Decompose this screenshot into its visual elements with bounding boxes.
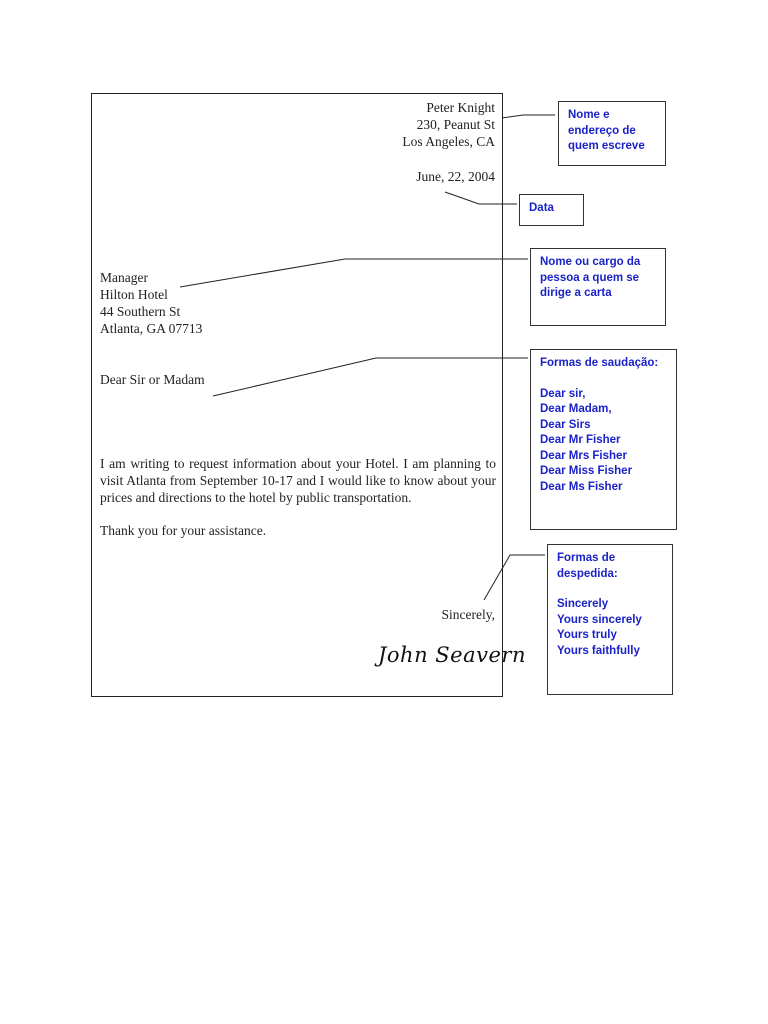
recipient-title: Manager xyxy=(100,270,148,285)
salutation: Dear Sir or Madam xyxy=(100,372,205,387)
closing-annotation-heading: despedida: xyxy=(557,567,618,580)
closing-option: Yours truly xyxy=(557,629,617,641)
closing-annotation xyxy=(547,544,673,695)
closing-option: Yours faithfully xyxy=(557,644,640,657)
sender-annotation-line: endereço de xyxy=(568,124,636,137)
sender-city: Los Angeles, CA xyxy=(402,134,495,149)
salutation-option: Dear Mr Fisher xyxy=(540,434,621,446)
recipient-annotation-line: Nome ou cargo da xyxy=(540,256,641,268)
recipient-annotation-line: dirige a carta xyxy=(540,287,612,299)
sender-annotation xyxy=(558,101,666,166)
recipient-company: Hilton Hotel xyxy=(100,287,168,302)
sender-annotation-line: quem escreve xyxy=(568,140,645,152)
thanks-line: Thank you for your assistance. xyxy=(100,523,267,538)
salutation-option: Dear Madam, xyxy=(540,403,612,415)
recipient-annotation xyxy=(530,248,666,326)
salutation-option: Dear Mrs Fisher xyxy=(540,449,627,462)
salutation-option: Dear sir, xyxy=(540,387,586,400)
salutation-option: Dear Ms Fisher xyxy=(540,480,623,493)
closing: Sincerely, xyxy=(441,607,495,622)
recipient-annotation-line: pessoa a quem se xyxy=(540,271,640,284)
recipient-block xyxy=(100,269,202,337)
signature: John Seavern xyxy=(378,643,526,667)
date-annotation-line: Data xyxy=(529,202,554,214)
sender-block xyxy=(402,99,495,150)
sender-leader-line xyxy=(502,115,555,118)
letter-date: June, 22, 2004 xyxy=(416,169,495,184)
letter-body: I am writing to request information about your Hotel. I am planning to visit Atlanta from September 10-17 and I would like to know about your prices and directions to the hotel by public transportation. xyxy=(100,456,496,505)
sender-annotation-line: Nome e xyxy=(568,109,610,121)
closing-annotation-heading: Formas de xyxy=(557,552,616,564)
recipient-city: Atlanta, GA 07713 xyxy=(100,321,203,336)
closing-option: Yours sincerely xyxy=(557,613,642,626)
salutation-annotation-heading: Formas de saudação: xyxy=(540,357,659,369)
date-annotation xyxy=(519,194,584,226)
recipient-street: 44 Southern St xyxy=(100,304,181,319)
salutation-option: Dear Miss Fisher xyxy=(540,465,633,477)
sender-street: 230, Peanut St xyxy=(416,117,495,132)
salutation-annotation xyxy=(530,349,677,530)
closing-option: Sincerely xyxy=(557,598,609,610)
sender-name: Peter Knight xyxy=(426,100,495,115)
salutation-option: Dear Sirs xyxy=(540,418,591,431)
